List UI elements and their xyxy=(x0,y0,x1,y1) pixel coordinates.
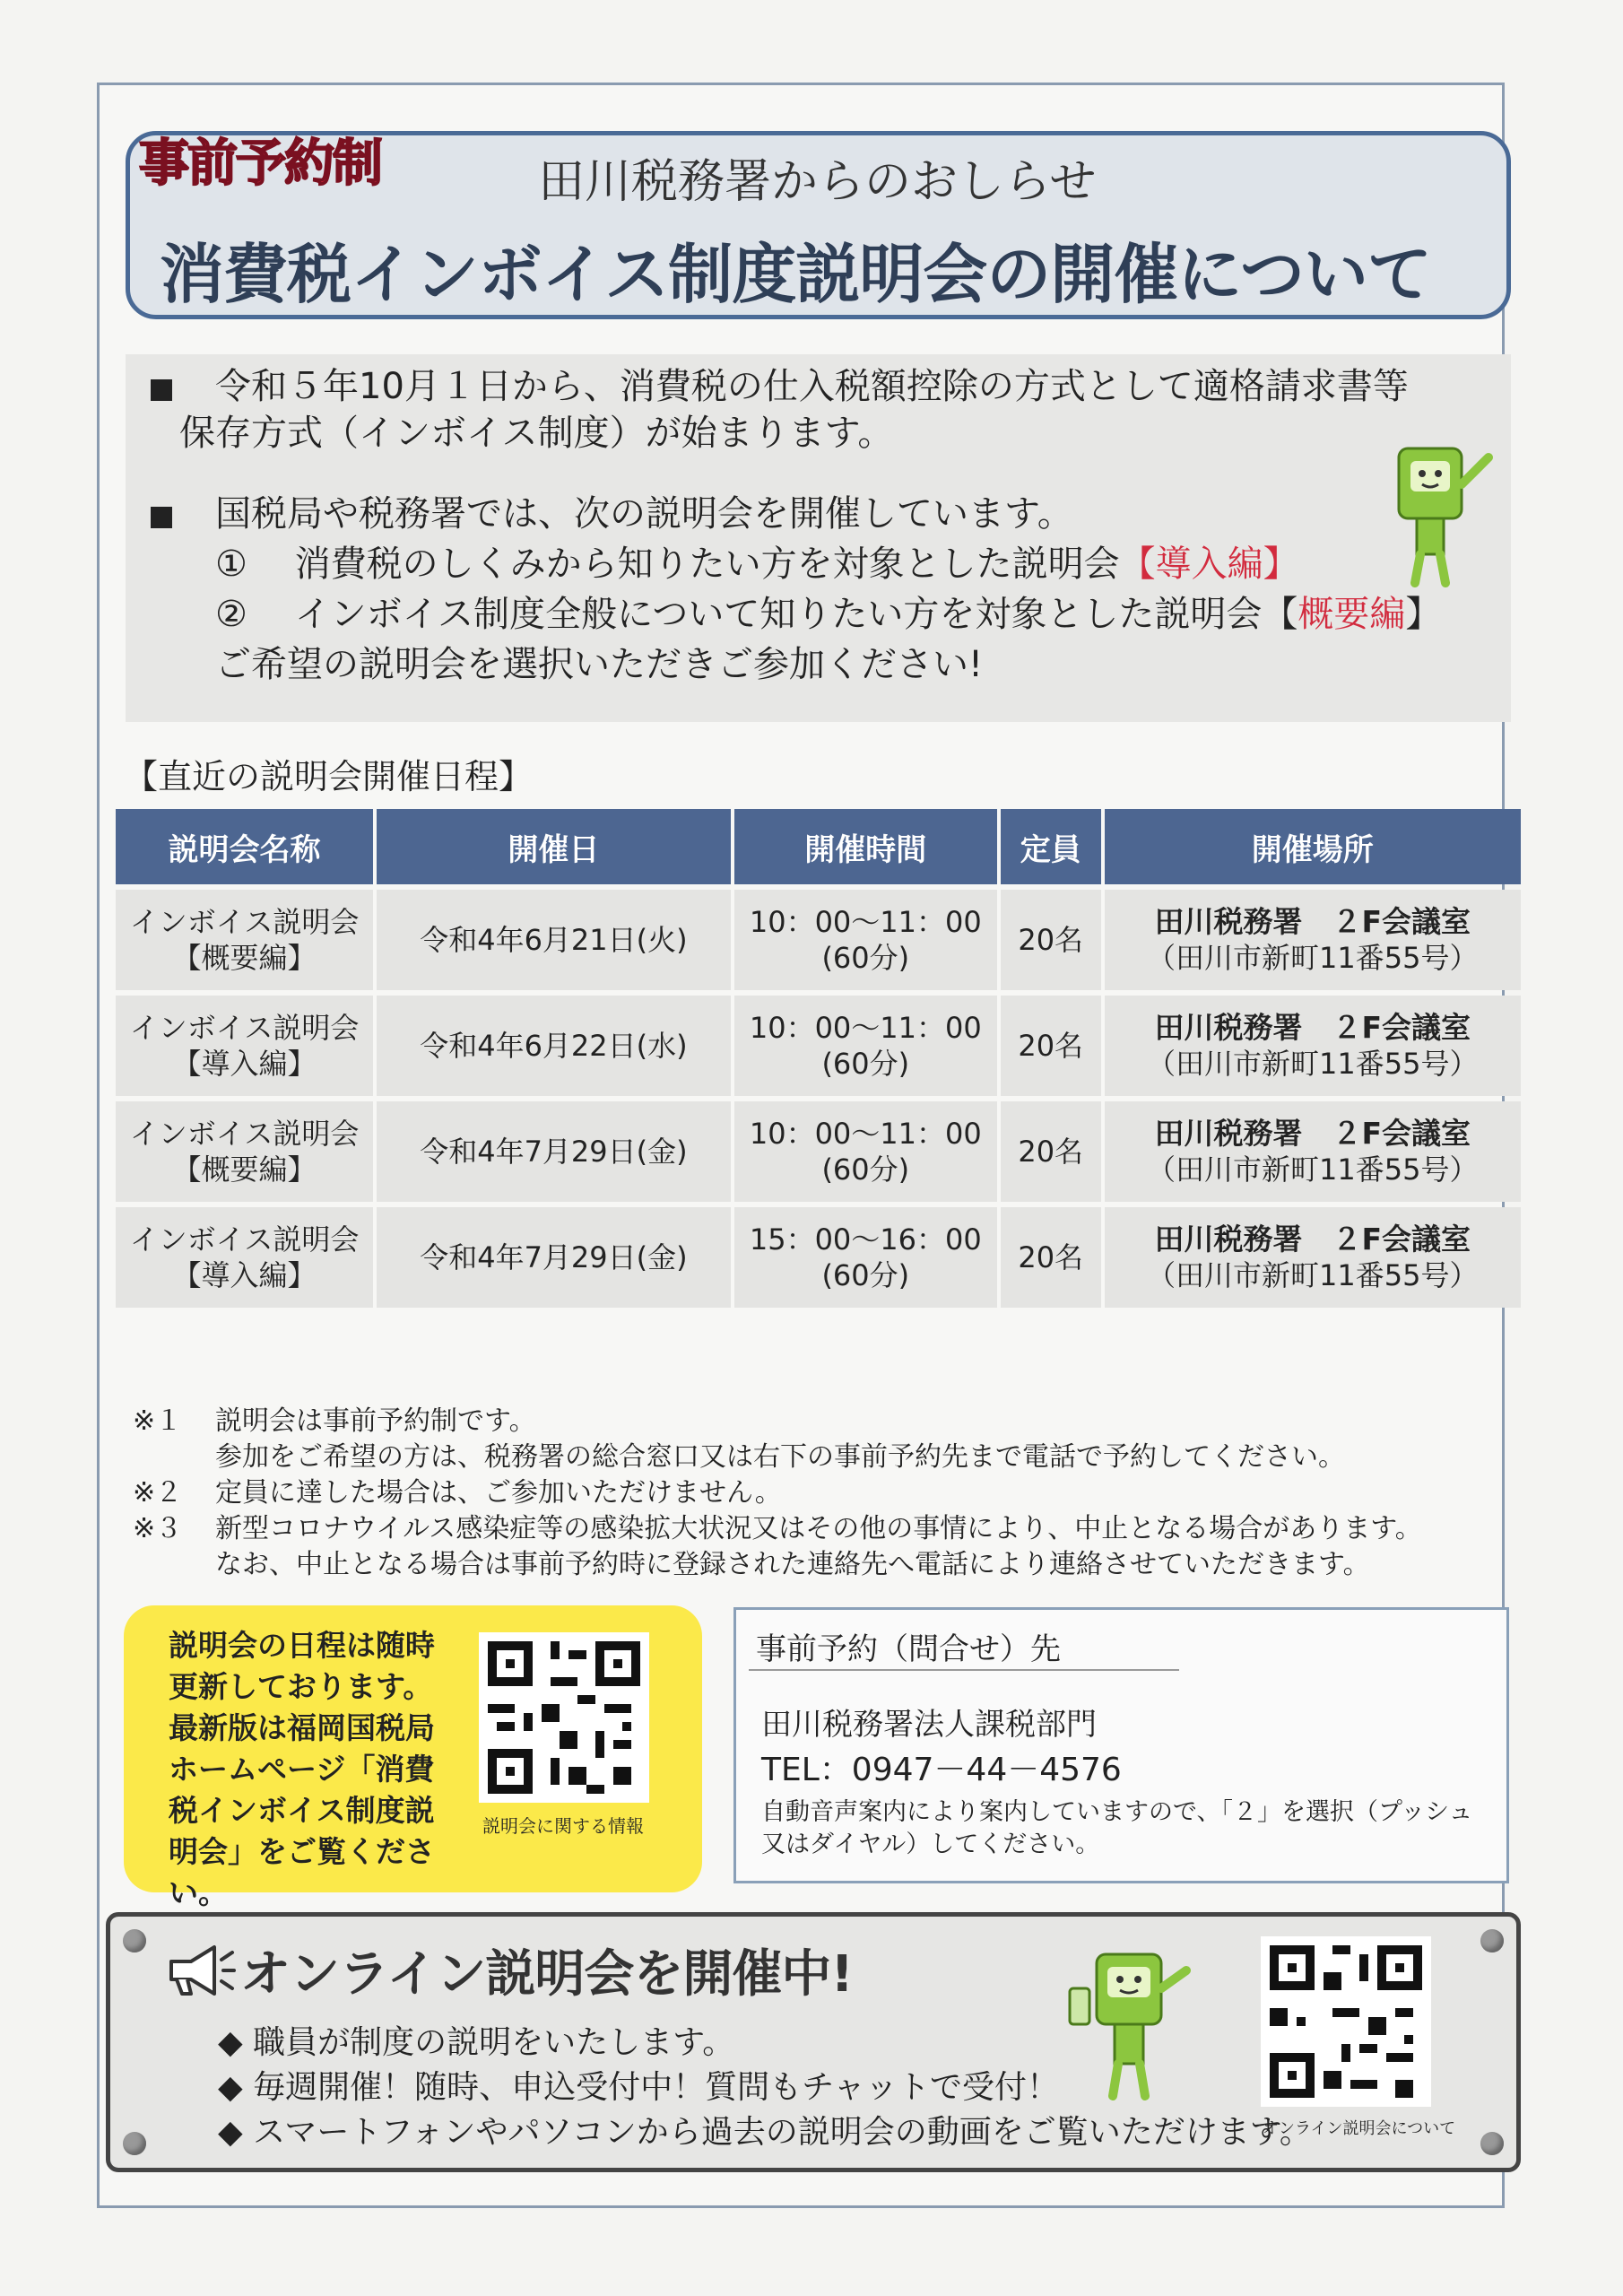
session-capacity: 20名 xyxy=(1001,1207,1101,1308)
contact-phone[interactable]: TEL：0947－44－4576 xyxy=(761,1752,1122,1788)
contact-heading: 事前予約（問合せ）先 xyxy=(756,1631,1061,1667)
place-name: 田川税務署 ２F会議室 xyxy=(1154,1010,1471,1045)
bullet-square-icon xyxy=(151,379,172,401)
note-mark: ※１ xyxy=(133,1405,183,1437)
note-text: 説明会は事前予約制です。 xyxy=(215,1405,536,1437)
header-time: 開催時間 xyxy=(734,809,997,884)
contact-box xyxy=(733,1607,1509,1883)
place-name: 田川税務署 ２F会議室 xyxy=(1154,904,1471,939)
duration: (60分) xyxy=(821,941,910,975)
place-name: 田川税務署 ２F会議室 xyxy=(1154,1222,1471,1257)
item-number: ② xyxy=(215,594,247,635)
header-capacity: 定員 xyxy=(1001,809,1101,884)
session-place xyxy=(1105,1101,1521,1202)
session-name xyxy=(116,1101,373,1202)
item-tag-text: 概要編 xyxy=(1298,594,1406,635)
item-text: インボイス制度全般について知りたい方を対象とした説明会 xyxy=(294,594,1263,635)
intro-item-2 xyxy=(215,591,1441,638)
note-text: 新型コロナウイルス感染症等の感染拡大状況又はその他の事情により、中止となる場合があります。 xyxy=(215,1513,1422,1544)
qr-code-icon[interactable] xyxy=(1261,1936,1431,2107)
duration: (60分) xyxy=(821,1152,910,1187)
megaphone-icon xyxy=(164,1942,236,1999)
divider xyxy=(749,1669,1179,1671)
screw-icon xyxy=(1480,1929,1504,1952)
table-row xyxy=(116,1207,1521,1308)
session-name-line: インボイス説明会 xyxy=(129,1222,360,1257)
intro-line: ご希望の説明会を選択いただきご参加ください! xyxy=(215,644,984,685)
intro-line: 国税局や税務署では、次の説明会を開催しています。 xyxy=(215,493,1073,535)
table-row xyxy=(116,996,1521,1096)
session-name-line: インボイス説明会 xyxy=(129,905,360,939)
session-date: 令和4年7月29日(金) xyxy=(377,1207,731,1308)
table-row xyxy=(116,890,1521,990)
session-name-type: 【導入編】 xyxy=(172,1258,317,1292)
qr-code-icon[interactable] xyxy=(479,1632,649,1803)
online-bullet: ◆ 毎週開催！随時、申込受付中！質問もチャットで受付！ xyxy=(218,2069,1060,2106)
online-session-box xyxy=(106,1912,1521,2172)
screw-icon xyxy=(1480,2132,1504,2155)
duration: (60分) xyxy=(821,1047,910,1081)
session-capacity: 20名 xyxy=(1001,890,1101,990)
contact-org: 田川税務署法人課税部門 xyxy=(761,1707,1097,1743)
mascot-character-icon xyxy=(1381,439,1506,592)
note-mark: ※３ xyxy=(133,1513,183,1544)
session-name-type: 【概要編】 xyxy=(172,1152,317,1187)
session-name xyxy=(116,1207,373,1308)
session-name-line: インボイス説明会 xyxy=(129,1011,360,1045)
header-place: 開催場所 xyxy=(1105,809,1521,884)
place-address: （田川市新町11番55号） xyxy=(1147,1047,1479,1081)
note-3 xyxy=(133,1511,1422,1583)
bullet-square-icon xyxy=(151,507,172,528)
session-time xyxy=(734,1101,997,1202)
item-number: ① xyxy=(215,544,247,585)
intro-line: 令和５年10月１日から、消費税の仕入税額控除の方式として適格請求書等 xyxy=(215,366,1409,407)
header-name: 説明会名称 xyxy=(116,809,373,884)
note-2 xyxy=(133,1475,1422,1511)
note-text: 定員に達した場合は、ご参加いただけません。 xyxy=(215,1477,782,1509)
schedule-table xyxy=(112,804,1524,1313)
time-range: 10：00～11：00 xyxy=(749,1117,982,1151)
intro-item-1 xyxy=(215,541,1299,587)
contact-note: 自動音声案内により案内していますので、「２」を選択（プッシュ又はダイヤル）してください。 xyxy=(761,1798,1473,1858)
header-subtitle: 田川税務署からのおしらせ xyxy=(538,155,1097,209)
session-capacity: 20名 xyxy=(1001,1101,1101,1202)
session-time xyxy=(734,996,997,1096)
update-info-box xyxy=(124,1605,702,1910)
note-mark: ※２ xyxy=(133,1477,183,1509)
place-name: 田川税務署 ２F会議室 xyxy=(1154,1116,1471,1151)
item-text: 消費税のしくみから知りたい方を対象とした説明会 xyxy=(294,544,1120,585)
session-name-type: 【概要編】 xyxy=(172,941,317,975)
online-heading: オンライン説明会を開催中! xyxy=(240,1945,853,2004)
session-name xyxy=(116,996,373,1096)
qr-caption: オンライン説明会について xyxy=(1263,2119,1456,2138)
mascot-with-phone-icon xyxy=(1061,1944,1195,2105)
session-place xyxy=(1105,1207,1521,1308)
intro-section xyxy=(126,354,1511,722)
session-name-type: 【導入編】 xyxy=(172,1047,317,1081)
item-tag: 【概要編】 xyxy=(1262,594,1442,635)
session-capacity: 20名 xyxy=(1001,996,1101,1096)
notes-section xyxy=(133,1404,1422,1583)
online-bullet: ◆ スマートフォンやパソコンから過去の説明会の動画をご覧いただけます。 xyxy=(218,2114,1312,2151)
place-address: （田川市新町11番55号） xyxy=(1147,941,1479,975)
header-date: 開催日 xyxy=(377,809,731,884)
qr-caption: 説明会に関する情報 xyxy=(482,1815,644,1837)
session-time xyxy=(734,1207,997,1308)
page-title: 消費税インボイス制度説明会の開催について xyxy=(160,237,1431,312)
session-place xyxy=(1105,996,1521,1096)
note-text: なお、中止となる場合は事前予約時に登録された連絡先へ電話により連絡させていただきます。 xyxy=(215,1549,1370,1580)
screw-icon xyxy=(123,1929,146,1952)
intro-line: 保存方式（インボイス制度）が始まります。 xyxy=(179,413,894,454)
update-info-text: 説明会の日程は随時更新しております。最新版は福岡国税局ホームページ「消費税インボイス制度説明会」をご覧ください。 xyxy=(169,1628,435,1910)
duration: (60分) xyxy=(821,1258,910,1292)
session-date: 令和4年6月22日(水) xyxy=(377,996,731,1096)
table-header-row xyxy=(116,809,1521,884)
time-range: 10：00～11：00 xyxy=(749,905,982,939)
session-date: 令和4年6月21日(火) xyxy=(377,890,731,990)
session-name xyxy=(116,890,373,990)
place-address: （田川市新町11番55号） xyxy=(1147,1258,1479,1292)
table-row xyxy=(116,1101,1521,1202)
time-range: 10：00～11：00 xyxy=(749,1011,982,1045)
screw-icon xyxy=(123,2132,146,2155)
session-place xyxy=(1105,890,1521,990)
place-address: （田川市新町11番55号） xyxy=(1147,1152,1479,1187)
reservation-badge: 事前予約制 xyxy=(139,135,381,193)
session-name-line: インボイス説明会 xyxy=(129,1117,360,1151)
note-1 xyxy=(133,1404,1422,1475)
item-tag: 【導入編】 xyxy=(1119,544,1299,585)
session-date: 令和4年7月29日(金) xyxy=(377,1101,731,1202)
time-range: 15：00～16：00 xyxy=(749,1222,982,1257)
schedule-title: 【直近の説明会開催日程】 xyxy=(124,757,534,796)
online-bullet: ◆ 職員が制度の説明をいたします。 xyxy=(218,2024,735,2061)
note-text: 参加をご希望の方は、税務署の総合窓口又は右下の事前予約先まで電話で予約してください。 xyxy=(215,1441,1345,1473)
session-time xyxy=(734,890,997,990)
